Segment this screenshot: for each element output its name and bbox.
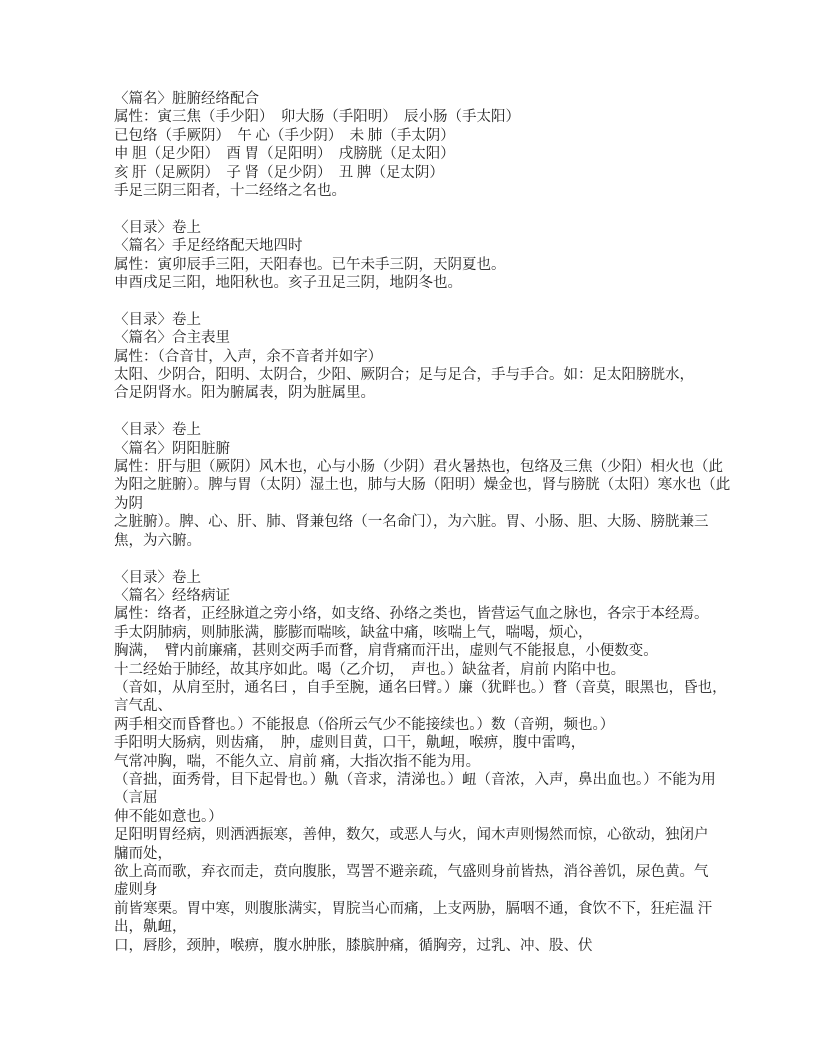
text-line: 属性：寅三焦（手少阳） 卯大肠（手阳明） 辰小肠（手太阳） [114,109,520,126]
text-line: 申 胆（足少阳） 酉 胃（足阳明） 戌膀胱（足太阳） [114,146,455,163]
text-line: （音如，从肩至肘，通名曰 ，自手至腕，通名曰臂。）廉（犹畔也。）瞀（音莫，眼黑也，昏也， [114,679,727,696]
text-line: 太阳、少阴合，阳明、太阴合，少阳、厥阴合；足与足合，手与手合。如：足太阳膀胱水， [114,367,694,384]
text-line: 出，鼽衄， [114,919,187,936]
text-line: 〈目录〉卷上 [114,422,201,439]
text-line: 为阴 [114,495,143,512]
document-text-block [114,90,764,955]
text-line: （言屈 [114,790,158,807]
text-line: 胸满， 臂内前廉痛，甚则交两手而瞀，肩背痛而汗出，虚则气不能报息，小便数变。 [114,643,658,660]
text-line: 两手相交而昏瞀也。）不能报息（俗所云气少不能接续也。）数（音朔，频也。） [114,716,615,733]
section-shouzu-jingluo-pei-tiandi-sishi [114,219,764,293]
section-yinyang-zangfu [114,421,764,550]
text-line: 〈篇名〉经络病证 [114,587,230,604]
text-line: 欲上高而歌，弃衣而走，贲向腹胀，骂詈不避亲疏，气盛则身前皆热，消谷善饥，尿色黄。气 [114,864,709,880]
text-line: 言气乱、 [114,698,172,715]
text-line: （音拙，面秀骨，目下起骨也。）鼽（音求，清涕也。）衄（音浓，入声，鼻出血也。）不能为用 [114,771,716,788]
text-line: 〈目录〉卷上 [114,311,201,328]
text-line: 〈目录〉卷上 [114,569,201,586]
section-jingluo-bingzheng [114,569,764,956]
text-line: 焦，为六腑。 [114,532,201,549]
text-line: 属性：肝与胆（厥阴）风木也，心与小肠（少阴）君火暑热也，包络及三焦（少阳）相火也（此 [114,459,723,476]
text-line: 属性：寅卯辰手三阳，天阳春也。已午未手三阴，天阴夏也。 [114,256,506,273]
text-line: 为阳之脏腑）。脾与胃（太阴）湿土也，肺与大肠（阳明）燥金也，肾与膀胱（太阳）寒水也（此 [114,477,731,494]
text-line: 〈篇名〉手足经络配天地四时 [114,238,303,255]
text-line: 亥 肝（足厥阴） 子 肾（足少阴） 丑 脾（足太阴） [114,164,444,181]
text-line: 手阳明大肠病，则齿痛， 肿，虚则目黄，口干，鼽衄，喉痹，腹中雷鸣， [114,735,586,752]
text-line: 足阳明胃经病，则洒洒振寒，善伸，数欠，或恶人与火，闻木声则惕然而惊，心欲动，独闭户 [114,827,709,844]
section-hezhu-biaoli [114,311,764,403]
section-zangfu-jingluo-peihe [114,90,764,200]
text-line: 口，唇胗，颈肿，喉痹，腹水肿胀，膝膑肿痛，循胸旁，过乳、冲、股、伏 [114,937,593,954]
text-line: 气常冲胸，喘，不能久立、肩前 痛，大指次指不能为用。 [114,753,481,770]
text-line: 属性：络者，正经脉道之旁小络，如支络、孙络之类也，皆营运气血之脉也，各宗于本经焉。 [114,606,709,623]
text-line: 属性：（合音甘，入声，余不音者并如字） [114,348,383,365]
text-line: 申酉戌足三阳，地阳秋也。亥子丑足三阴，地阴冬也。 [114,275,462,292]
text-line: 伸不能如意也。） [114,808,223,825]
text-line: 前皆寒栗。胃中寒，则腹胀满实，胃脘当心而痛，上支两胁，膈咽不通，食饮不下，狂疟温 汗 [114,900,713,917]
text-line: 牖而处， [114,845,172,862]
text-line: 手太阴肺病，则肺胀满，膨膨而喘咳，缺盆中痛，咳喘上气，喘喝，烦心， [114,624,593,641]
text-line: 〈篇名〉合主表里 [114,330,230,347]
text-line: 十二经始于肺经，故其序如此。喝（乙介切， 声也。）缺盆者，肩前 内陷中也。 [114,661,626,678]
text-line: 之脏腑）。脾、心、肝、肺、肾兼包络（一名命门），为六脏。胃、小肠、胆、大肠、膀胱兼三 [114,514,709,531]
text-line: 虚则身 [114,882,158,899]
text-line: 〈篇名〉脏腑经络配合 [114,91,259,107]
text-line: 手足三阴三阳者，十二经络之名也。 [114,183,346,200]
text-line: 已包络（手厥阴） 午 心（手少阴） 未 肺（手太阴） [114,127,455,144]
text-line: 〈目录〉卷上 [114,219,201,236]
text-line: 合足阴肾水。阳为腑属表，阴为脏属里。 [114,385,375,402]
text-line: 〈篇名〉阴阳脏腑 [114,440,230,457]
